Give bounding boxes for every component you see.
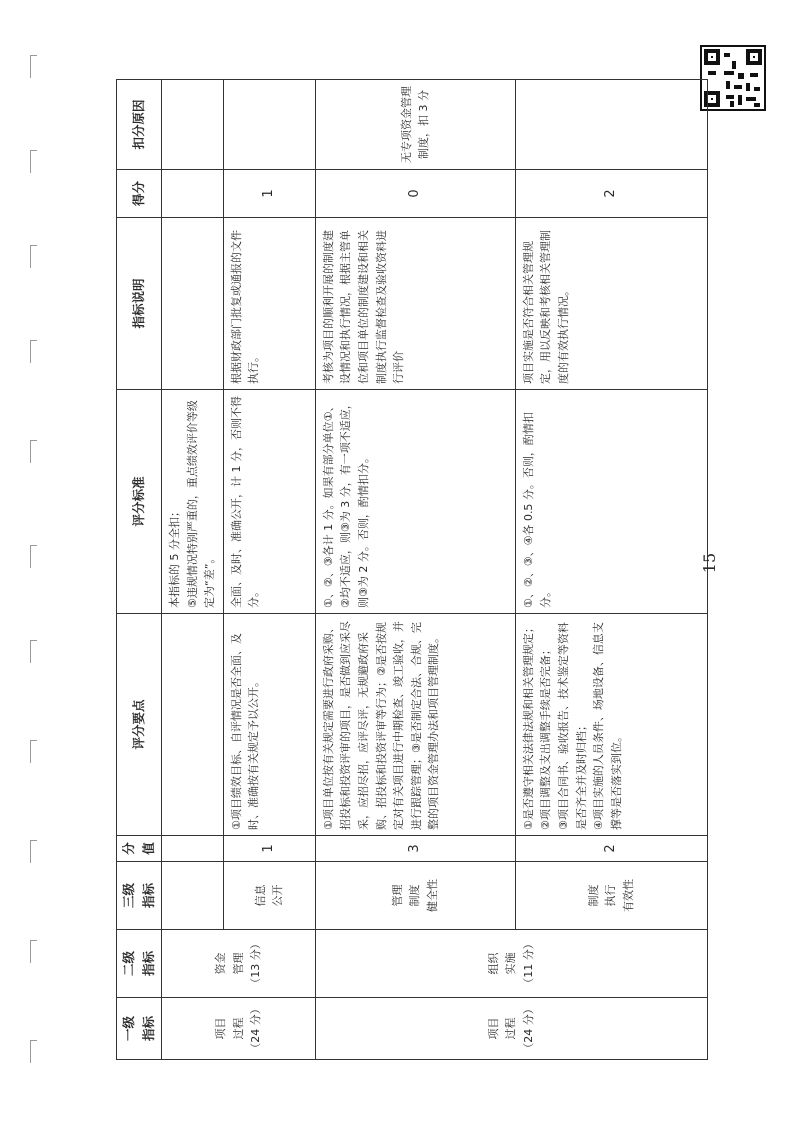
table-row [315, 80, 515, 1060]
cell-level3: 管理 制度 健全性 [315, 862, 515, 930]
cell-key-points: ①项目单位按有关规定需要进行政府采购、招投标和投资评审的项目，是否做到应采尽采，应招尽招，应评尽评，无规避政府采购、招投标和投资评审等行为；②是否按规定对有关项目进行中期检查、竣工验收，并进行跟踪管理；③是否制定合法、合规、完整的项目资金管理办法和项目管理制度。 [315, 614, 515, 836]
cell-criteria: ①、②、③各计 1 分。如果有部分单位①、②均不适应，则③为 3 分，有一项不适应，则③为 2 分。否则，酌情扣分。 [315, 390, 515, 614]
cell-key-points: ①是否遵守相关法律法规和相关管理规定； ②项目调整及支出调整手续是否完备； ③项目合同书、验收报告、技术鉴定等资料是否齐全并及时归档； ④项目实施的人员条件、场地设备、信息支撑等是否落实到位。 [515, 614, 707, 836]
header-reason: 扣分原因 [117, 80, 162, 170]
cell-level3: 制度 执行 有效性 [515, 862, 707, 930]
binding-mark [30, 840, 37, 863]
cell-reason [515, 80, 707, 170]
cell-reason: 无专项资金管理制度，扣 3 分 [315, 80, 515, 170]
cell-level3 [162, 862, 224, 930]
page-number: 15 [700, 552, 719, 574]
cell-criteria: ①、②、③、④各 0.5 分。否则，酌情扣分。 [515, 390, 707, 614]
header-description: 指标说明 [117, 218, 162, 390]
cell-reason [223, 80, 315, 170]
table-row [162, 80, 224, 1060]
cell-weight [162, 836, 224, 862]
binding-mark [30, 245, 37, 268]
header-level2: 二级 指标 [117, 930, 162, 998]
binding-mark [30, 640, 37, 663]
cell-weight: 3 [315, 836, 515, 862]
binding-mark [30, 740, 37, 763]
cell-description: 考核为项目的顺利开展的制度建设情况和执行情况，根据主管单位和项目单位的制度建设和相关制度执行监督检查及验收资料进行评价 [315, 218, 515, 390]
cell-criteria: 全面、及时、准确公开，计 1 分，否则不得分。 [223, 390, 315, 614]
cell-level1: 项目 过程 （24 分） [162, 998, 316, 1060]
cell-score: 1 [223, 170, 315, 218]
cell-score [162, 170, 224, 218]
table-row [515, 80, 707, 1060]
cell-key-points: ①项目绩效目标、自评情况是否全面、及时、准确按有关规定予以公开。 [223, 614, 315, 836]
cell-key-points [162, 614, 224, 836]
cell-score: 2 [515, 170, 707, 218]
binding-mark [30, 1040, 37, 1063]
binding-mark [30, 150, 37, 173]
header-weight: 分 值 [117, 836, 162, 862]
cell-description: 项目实施是否符合相关管理规定，用以反映和考核相关管理制度的有效执行情况。 [515, 218, 707, 390]
binding-mark [30, 55, 37, 78]
header-level1: 一级 指标 [117, 998, 162, 1060]
evaluation-table [116, 79, 708, 1060]
binding-mark [30, 340, 37, 363]
cell-description: 根据财政部门批复或通报的文件执行。 [223, 218, 315, 390]
header-score: 得分 [117, 170, 162, 218]
header-criteria: 评分标准 [117, 390, 162, 614]
cell-weight: 2 [515, 836, 707, 862]
cell-weight: 1 [223, 836, 315, 862]
cell-description [162, 218, 224, 390]
header-key-points: 评分要点 [117, 614, 162, 836]
table-row [223, 80, 315, 1060]
cell-score: 0 [315, 170, 515, 218]
cell-level2: 资金 管理 （13 分） [162, 930, 316, 998]
binding-mark [30, 545, 37, 568]
binding-mark [30, 940, 37, 963]
binding-mark [30, 440, 37, 463]
table-header-row [117, 80, 162, 1060]
cell-reason [162, 80, 224, 170]
cell-level2: 组织 实施 （11 分） [315, 930, 707, 998]
cell-level1: 项目 过程 （24 分） [315, 998, 707, 1060]
qr-code-icon [700, 45, 766, 111]
cell-level3: 信息 公开 [223, 862, 315, 930]
header-level3: 三级 指标 [117, 862, 162, 930]
evaluation-table-container [116, 80, 676, 1060]
cell-criteria: 本指标的 5 分全扣； ⑤违规情况特别严重的，重点绩效评价等级定为“差”。 [162, 390, 224, 614]
